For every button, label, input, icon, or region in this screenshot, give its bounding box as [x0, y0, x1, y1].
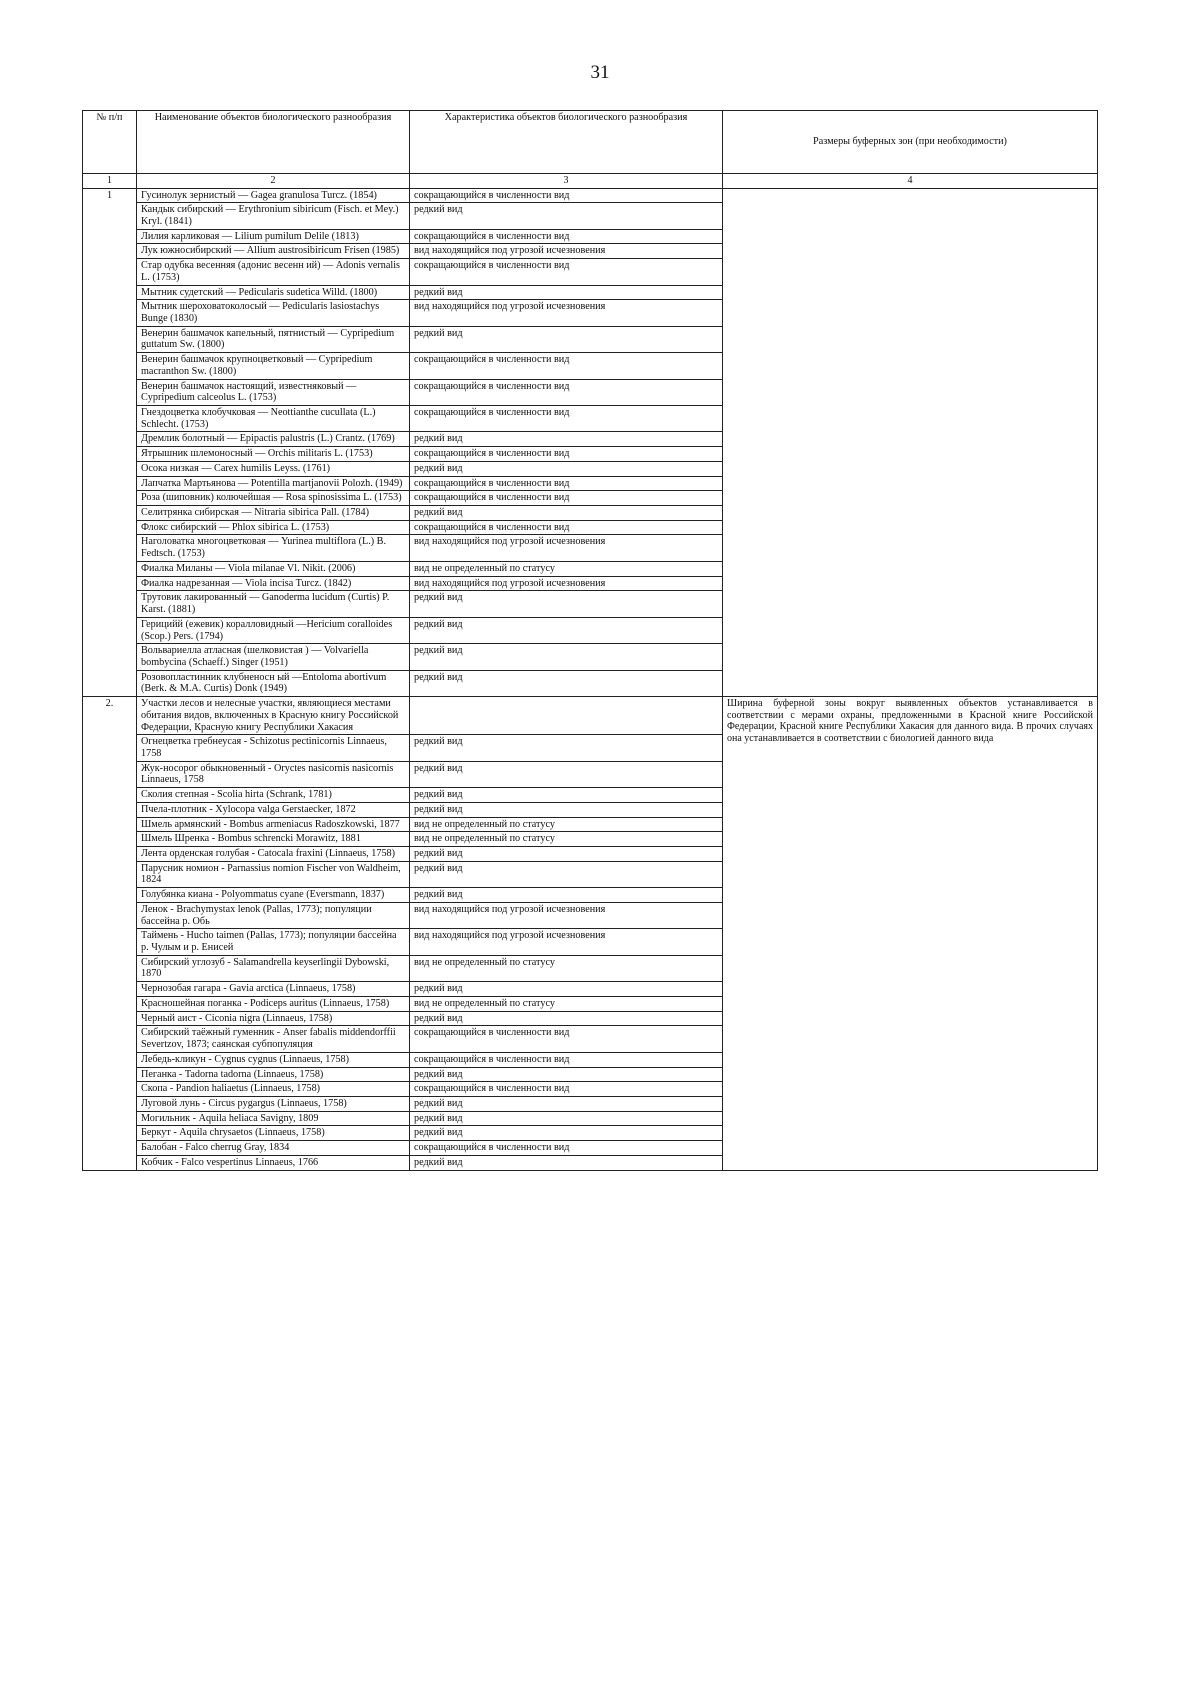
species-status: вид не определенный по статусу: [410, 817, 723, 832]
section-number: 1: [83, 188, 137, 697]
species-name: Черный аист - Ciconia nigra (Linnaeus, 1758): [137, 1011, 410, 1026]
species-name: Лук южносибирский — Allium austrosibiricum Frisen (1985): [137, 244, 410, 259]
buffer-cell-empty: [723, 188, 1098, 697]
species-name: Беркут - Aquila chrysaetos (Linnaeus, 1758): [137, 1126, 410, 1141]
species-name: Кандык сибирский — Erythronium sibiricum (Fisch. et Mey.) Kryl. (1841): [137, 203, 410, 229]
species-name: Мытник шероховатоколосый — Pedicularis lasiostachys Bunge (1830): [137, 300, 410, 326]
species-status: редкий вид: [410, 670, 723, 696]
section-title-row: [83, 697, 1098, 735]
column-number: 3: [410, 174, 723, 189]
species-status: редкий вид: [410, 861, 723, 887]
species-status: редкий вид: [410, 461, 723, 476]
header-row: [83, 111, 1098, 174]
species-name: Стар одубка весенняя (адонис весенн ий) — Adonis vernalis L. (1753): [137, 259, 410, 285]
species-name: Ленок - Brachymystax lenok (Pallas, 1773); популяции бассейна р. Обь: [137, 902, 410, 928]
species-name: Лебедь-кликун - Cygnus cygnus (Linnaeus, 1758): [137, 1052, 410, 1067]
species-status: сокращающийся в численности вид: [410, 229, 723, 244]
species-status: вид находящийся под угрозой исчезновения: [410, 300, 723, 326]
species-name: Сибирский таёжный гуменник - Anser fabalis middendorffii Severtzov, 1873; саянская субпопуляция: [137, 1026, 410, 1052]
species-name: Трутовик лакированный — Ganoderma lucidum (Curtis) P. Karst. (1881): [137, 591, 410, 617]
species-name: Луговой лунь - Circus pygargus (Linnaeus, 1758): [137, 1096, 410, 1111]
species-status: сокращающийся в численности вид: [410, 259, 723, 285]
species-name: Фиалка надрезанная — Viola incisa Turcz. (1842): [137, 576, 410, 591]
species-status: сокращающийся в численности вид: [410, 476, 723, 491]
species-name: Дремлик болотный — Epipactis palustris (L.) Crantz. (1769): [137, 432, 410, 447]
biodiversity-table: [82, 110, 1098, 1171]
species-name: Кобчик - Falco vespertinus Linnaeus, 1766: [137, 1155, 410, 1170]
species-status: редкий вид: [410, 644, 723, 670]
section-title: Участки лесов и нелесные участки, являющиеся местами обитания видов, включенных в Красную книгу Российской Федерации, Красную книгу Республики Хакасия: [137, 697, 410, 735]
species-name: Скопа - Pandion haliaetus (Linnaeus, 1758): [137, 1082, 410, 1097]
column-number: 4: [723, 174, 1098, 189]
species-status: редкий вид: [410, 735, 723, 761]
species-status: вид не определенный по статусу: [410, 832, 723, 847]
species-name: Таймень - Hucho taimen (Pallas, 1773); популяции бассейна р. Чулым и р. Енисей: [137, 929, 410, 955]
species-name: Наголоватка многоцветковая — Yurinea multiflora (L.) B. Fedtsch. (1753): [137, 535, 410, 561]
page-number: 31: [590, 62, 610, 83]
species-name: Гусинолук зернистый — Gagea granulosa Turcz. (1854): [137, 188, 410, 203]
species-status: редкий вид: [410, 432, 723, 447]
species-name: Вольвариелла атласная (шелковистая ) — Volvariella bombycina (Schaeff.) Singer (1951): [137, 644, 410, 670]
species-name: Флокс сибирский — Phlox sibirica L. (1753): [137, 520, 410, 535]
column-numbers-row: [83, 174, 1098, 189]
species-status: редкий вид: [410, 1011, 723, 1026]
species-name: Венерин башмачок настоящий, известняковый — Cypripedium calceolus L. (1753): [137, 379, 410, 405]
species-status: вид не определенный по статусу: [410, 955, 723, 981]
species-status: сокращающийся в численности вид: [410, 491, 723, 506]
species-status: редкий вид: [410, 1155, 723, 1170]
species-name: Голубянка киана - Polyommatus cyane (Eversmann, 1837): [137, 888, 410, 903]
species-status: сокращающийся в численности вид: [410, 520, 723, 535]
species-status: вид находящийся под угрозой исчезновения: [410, 244, 723, 259]
species-status: редкий вид: [410, 506, 723, 521]
species-name: Сибирский углозуб - Salamandrella keyserlingii Dybowski, 1870: [137, 955, 410, 981]
species-status: редкий вид: [410, 788, 723, 803]
column-number: 1: [83, 174, 137, 189]
species-status: сокращающийся в численности вид: [410, 379, 723, 405]
species-name: Фиалка Миланы — Viola milanae Vl. Nikit. (2006): [137, 561, 410, 576]
species-name: Венерин башмачок крупноцветковый — Cypripedium macranthon Sw. (1800): [137, 353, 410, 379]
species-status: сокращающийся в численности вид: [410, 353, 723, 379]
species-name: Розовопластинник клубненосн ый —Entoloma abortivum (Berk. & M.A. Curtis) Donk (1949): [137, 670, 410, 696]
buffer-zone-text: Ширина буферной зоны вокруг выявленных объектов устанавливается в соответствии с мерами охраны, предложенными в Красной книге Российской Федерации, Красной книге Республики Хакасия для данного вида. В прочих случаях она устанавливается в соответствии с биологией данного вида: [723, 697, 1098, 1170]
species-name: Герицийй (ежевик) коралловидный —Hericium coralloides (Scop.) Pers. (1794): [137, 617, 410, 643]
species-status: сокращающийся в численности вид: [410, 1052, 723, 1067]
species-status: сокращающийся в численности вид: [410, 1082, 723, 1097]
species-name: Балобан - Falco cherrug Gray, 1834: [137, 1141, 410, 1156]
species-status: вид находящийся под угрозой исчезновения: [410, 902, 723, 928]
species-name: Шмель армянский - Bombus armeniacus Radoszkowski, 1877: [137, 817, 410, 832]
species-status: редкий вид: [410, 285, 723, 300]
header-buffer: Размеры буферных зон (при необходимости): [723, 111, 1098, 174]
species-status: сокращающийся в численности вид: [410, 447, 723, 462]
species-status: сокращающийся в численности вид: [410, 1141, 723, 1156]
species-status: редкий вид: [410, 888, 723, 903]
species-status: вид находящийся под угрозой исчезновения: [410, 576, 723, 591]
species-status: редкий вид: [410, 761, 723, 787]
species-name: Шмель Шренка - Bombus schrencki Morawitz, 1881: [137, 832, 410, 847]
species-name: Пеганка - Tadorna tadorna (Linnaeus, 1758): [137, 1067, 410, 1082]
species-name: Лента орденская голубая - Catocala fraxini (Linnaeus, 1758): [137, 847, 410, 862]
species-name: Красношейная поганка - Podiceps auritus (Linnaeus, 1758): [137, 996, 410, 1011]
species-status: вид не определенный по статусу: [410, 561, 723, 576]
species-status: сокращающийся в численности вид: [410, 1026, 723, 1052]
species-status: редкий вид: [410, 591, 723, 617]
column-number: 2: [137, 174, 410, 189]
species-name: Могильник - Aquila heliaca Savigny, 1809: [137, 1111, 410, 1126]
species-name: Пчела-плотник - Xylocopa valga Gerstaecker, 1872: [137, 802, 410, 817]
table-row: [83, 188, 1098, 203]
section-number: 2.: [83, 697, 137, 1170]
table-body: [83, 188, 1098, 1170]
species-status: редкий вид: [410, 847, 723, 862]
header-name: Наименование объектов биологического разнообразия: [137, 111, 410, 174]
species-status: редкий вид: [410, 203, 723, 229]
species-name: Селитрянка сибирская — Nitraria sibirica Pall. (1784): [137, 506, 410, 521]
header-characteristic: Характеристика объектов биологического разнообразия: [410, 111, 723, 174]
species-status: редкий вид: [410, 1096, 723, 1111]
species-status: редкий вид: [410, 802, 723, 817]
species-name: Роза (шиповник) колючейшая — Rosa spinosissima L. (1753): [137, 491, 410, 506]
species-status: редкий вид: [410, 1067, 723, 1082]
species-name: Гнездоцветка клобучковая — Neottianthe cucullata (L.) Schlecht. (1753): [137, 406, 410, 432]
species-name: Венерин башмачок капельный, пятнистый — Cypripedium guttatum Sw. (1800): [137, 326, 410, 352]
species-status: редкий вид: [410, 1126, 723, 1141]
species-status: редкий вид: [410, 617, 723, 643]
species-status: вид не определенный по статусу: [410, 996, 723, 1011]
species-name: Парусник номион - Parnassius nomion Fischer von Waldheim, 1824: [137, 861, 410, 887]
species-status: сокращающийся в численности вид: [410, 188, 723, 203]
species-name: Мытник судетский — Pedicularis sudetica Willd. (1800): [137, 285, 410, 300]
species-status: редкий вид: [410, 982, 723, 997]
species-status: вид находящийся под угрозой исчезновения: [410, 535, 723, 561]
species-name: Ятрышник шлемоносный — Orchis militaris L. (1753): [137, 447, 410, 462]
species-name: Огнецветка гребнеусая - Schizotus pectinicornis Linnaeus, 1758: [137, 735, 410, 761]
species-status: редкий вид: [410, 1111, 723, 1126]
species-name: Жук-носорог обыкновенный - Oryctes nasicornis nasicornis Linnaeus, 1758: [137, 761, 410, 787]
species-name: Лилия карликовая — Lilium pumilum Delile (1813): [137, 229, 410, 244]
header-number: № п/п: [83, 111, 137, 174]
species-name: Осока низкая — Carex humilis Leyss. (1761): [137, 461, 410, 476]
species-status: редкий вид: [410, 326, 723, 352]
species-name: Чернозобая гагара - Gavia arctica (Linnaeus, 1758): [137, 982, 410, 997]
species-status: вид находящийся под угрозой исчезновения: [410, 929, 723, 955]
species-name: Сколия степная - Scolia hirta (Schrank, 1781): [137, 788, 410, 803]
species-name: Лапчатка Мартьянова — Potentilla martjanovii Polozh. (1949): [137, 476, 410, 491]
section-title-status-empty: [410, 697, 723, 735]
species-status: сокращающийся в численности вид: [410, 406, 723, 432]
